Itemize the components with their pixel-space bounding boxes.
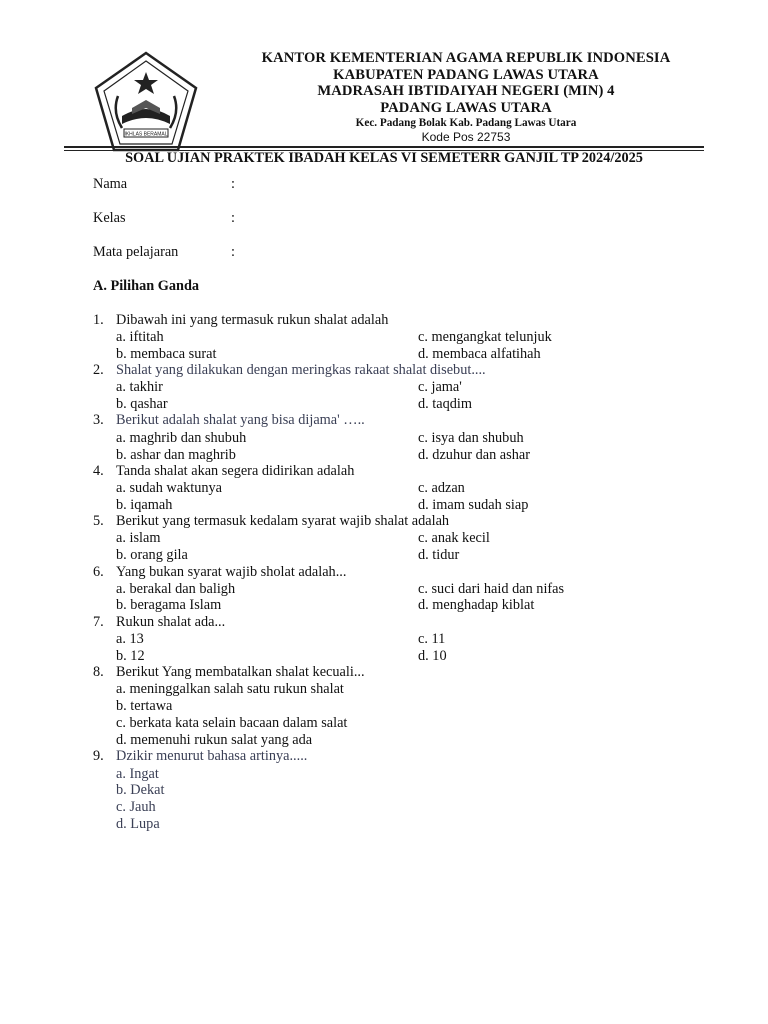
question-number: 9.: [93, 748, 104, 764]
question-number: 8.: [93, 664, 104, 680]
question-number: 2.: [93, 362, 104, 378]
option-d: d. tidur: [418, 547, 460, 563]
option-a: a. berakal dan baligh: [116, 581, 236, 597]
option-b: b. tertawa: [116, 698, 173, 714]
question-number: 3.: [93, 412, 104, 428]
question-text: Dzikir menurut bahasa artinya.....: [116, 748, 308, 764]
option-d: d. 10: [418, 648, 447, 664]
field-label: Nama: [93, 176, 128, 192]
option-c: c. anak kecil: [418, 530, 490, 546]
exam-title: SOAL UJIAN PRAKTEK IBADAH KELAS VI SEMETERR GANJIL TP 2024/2025: [125, 150, 643, 166]
header-address: Kec. Padang Bolak Kab. Padang Lawas Utara: [355, 117, 577, 129]
question-text: Rukun shalat ada...: [116, 614, 226, 630]
section-heading: A. Pilihan Ganda: [93, 278, 200, 294]
question-text: Tanda shalat akan segera didirikan adalah: [116, 463, 355, 479]
question-number: 5.: [93, 513, 104, 529]
question-number: 1.: [93, 312, 104, 328]
question-text: Berikut yang termasuk kedalam syarat wajib shalat adalah: [116, 513, 450, 529]
header-school: MADRASAH IBTIDAIYAH NEGERI (MIN) 4: [317, 83, 615, 99]
option-c: c. jama': [418, 379, 462, 395]
question-text: Yang bukan syarat wajib sholat adalah...: [116, 564, 347, 580]
option-b: b. qashar: [116, 396, 168, 412]
option-b: b. beragama Islam: [116, 597, 222, 613]
option-c: c. mengangkat telunjuk: [418, 329, 552, 345]
option-a: a. Ingat: [116, 766, 159, 782]
option-c: c. adzan: [418, 480, 465, 496]
field-separator: :: [231, 210, 235, 226]
question-text: Shalat yang dilakukan dengan meringkas rakaat shalat disebut....: [116, 362, 486, 378]
kemenag-logo-icon: [92, 50, 200, 154]
question-text: Dibawah ini yang termasuk rukun shalat adalah: [116, 312, 389, 328]
question-text: Berikut adalah shalat yang bisa dijama' …..: [116, 412, 365, 428]
option-b: b. Dekat: [116, 782, 165, 798]
logo-caption: IKHLAS BERAMAL: [124, 131, 168, 138]
field-separator: :: [231, 176, 235, 192]
option-d: d. membaca alfatihah: [418, 346, 541, 362]
header-postal-code: Kode Pos 22753: [421, 130, 511, 144]
option-c: c. 11: [418, 631, 446, 647]
option-a: a. islam: [116, 530, 161, 546]
option-d: d. menghadap kiblat: [418, 597, 535, 613]
header-area: PADANG LAWAS UTARA: [380, 100, 552, 116]
option-a: a. takhir: [116, 379, 163, 395]
option-a: a. 13: [116, 631, 144, 647]
option-d: d. imam sudah siap: [418, 497, 529, 513]
option-d: d. dzuhur dan ashar: [418, 447, 530, 463]
field-mata-pelajaran: [93, 244, 235, 261]
option-b: b. membaca surat: [116, 346, 217, 362]
option-c: c. isya dan shubuh: [418, 430, 524, 446]
header-divider-thick: [64, 146, 704, 148]
option-d: d. memenuhi rukun salat yang ada: [116, 732, 313, 748]
field-separator: :: [231, 244, 235, 260]
header-ministry: KANTOR KEMENTERIAN AGAMA REPUBLIK INDONESIA: [261, 50, 671, 66]
header-regency: KABUPATEN PADANG LAWAS UTARA: [333, 67, 599, 83]
field-label: Mata pelajaran: [93, 244, 179, 260]
option-a: a. iftitah: [116, 329, 164, 345]
option-b: b. ashar dan maghrib: [116, 447, 236, 463]
option-c: c. berkata kata selain bacaan dalam salat: [116, 715, 348, 731]
question-number: 7.: [93, 614, 104, 630]
option-a: a. meninggalkan salah satu rukun shalat: [116, 681, 344, 697]
option-b: b. 12: [116, 648, 145, 664]
option-b: b. orang gila: [116, 547, 188, 563]
option-c: c. Jauh: [116, 799, 156, 815]
question-number: 6.: [93, 564, 104, 580]
option-b: b. iqamah: [116, 497, 173, 513]
option-d: d. Lupa: [116, 816, 160, 832]
option-c: c. suci dari haid dan nifas: [418, 581, 565, 597]
option-a: a. sudah waktunya: [116, 480, 223, 496]
field-label: Kelas: [93, 210, 126, 226]
question-number: 4.: [93, 463, 104, 479]
field-nama: [93, 176, 235, 193]
field-kelas: [93, 210, 235, 227]
option-a: a. maghrib dan shubuh: [116, 430, 247, 446]
option-d: d. taqdim: [418, 396, 473, 412]
question-text: Berikut Yang membatalkan shalat kecuali...: [116, 664, 365, 680]
